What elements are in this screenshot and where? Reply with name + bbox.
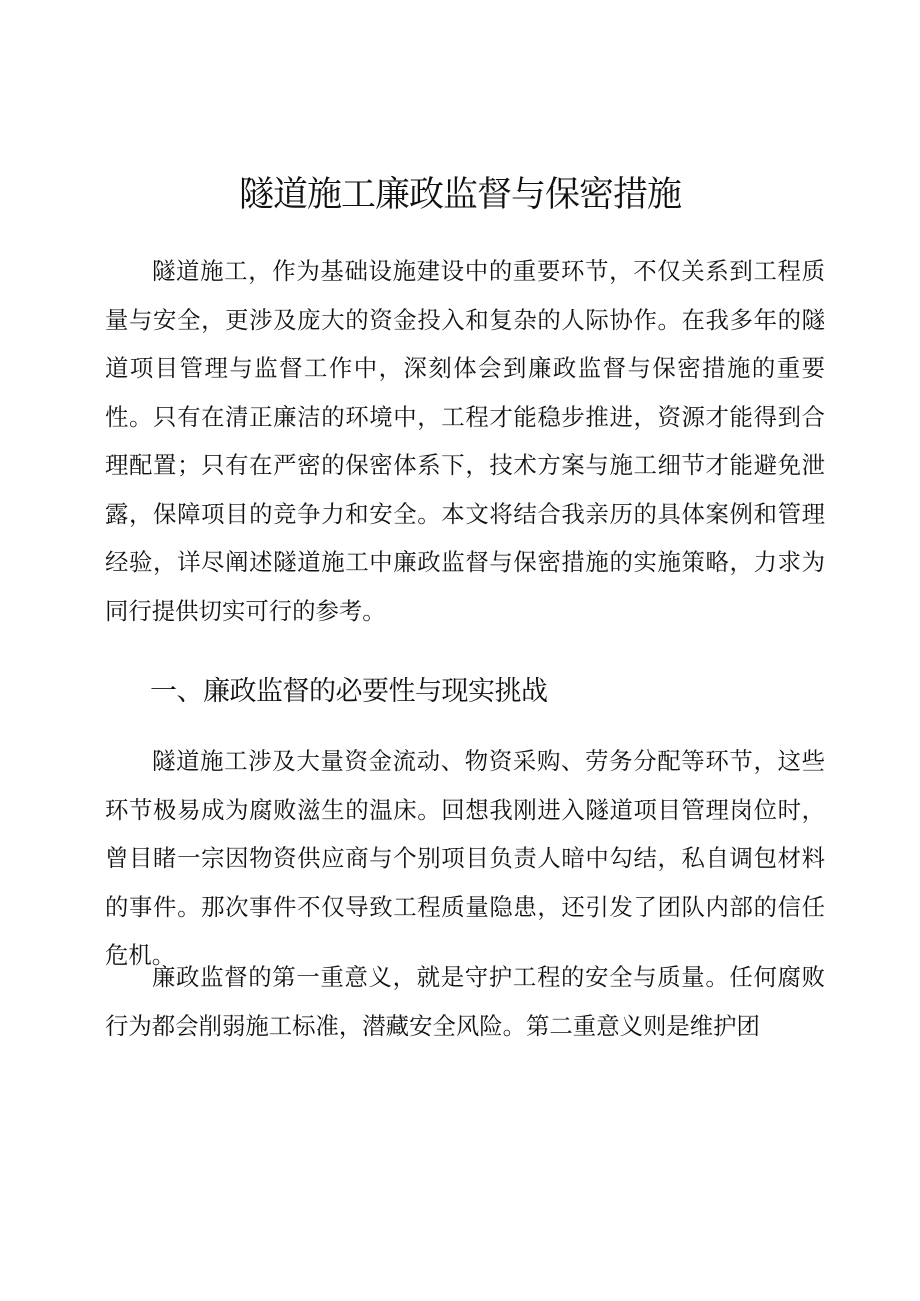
document-title: 隧道施工廉政监督与保密措施 [238, 175, 681, 215]
section-paragraph-2: 廉政监督的第一重意义，就是守护工程的安全与质量。任何腐败行为都会削弱施工标准，潜藏安全风险。第二重意义则是维护团 [105, 963, 825, 1040]
intro-paragraph: 隧道施工，作为基础设施建设中的重要环节，不仅关系到工程质量与安全，更涉及庞大的资金投入和复杂的人际协作。在我多年的隧道项目管理与监督工作中，深刻体会到廉政监督与保密措施的重要性。只有在清正廉洁的环境中，工程才能稳步推进，资源才能得到合理配置；只有在严密的保密体系下，技术方案与施工细节才能避免泄露，保障项目的竞争力和安全。本文将结合我亲历的具体案例和管理经验，详尽阐述隧道施工中廉政监督与保密措施的实施策略，力求为同行提供切实可行的参考。 [105, 257, 825, 625]
section-paragraph-1: 隧道施工涉及大量资金流动、物资采购、劳务分配等环节，这些环节极易成为腐败滋生的温床。回想我刚进入隧道项目管理岗位时，曾目睹一宗因物资供应商与个别项目负责人暗中勾结，私自调包材料的事件。那次事件不仅导致工程质量隐患，还引发了团队内部的信任危机。 [105, 747, 825, 969]
section-heading: 一、廉政监督的必要性与现实挑战 [150, 676, 548, 707]
